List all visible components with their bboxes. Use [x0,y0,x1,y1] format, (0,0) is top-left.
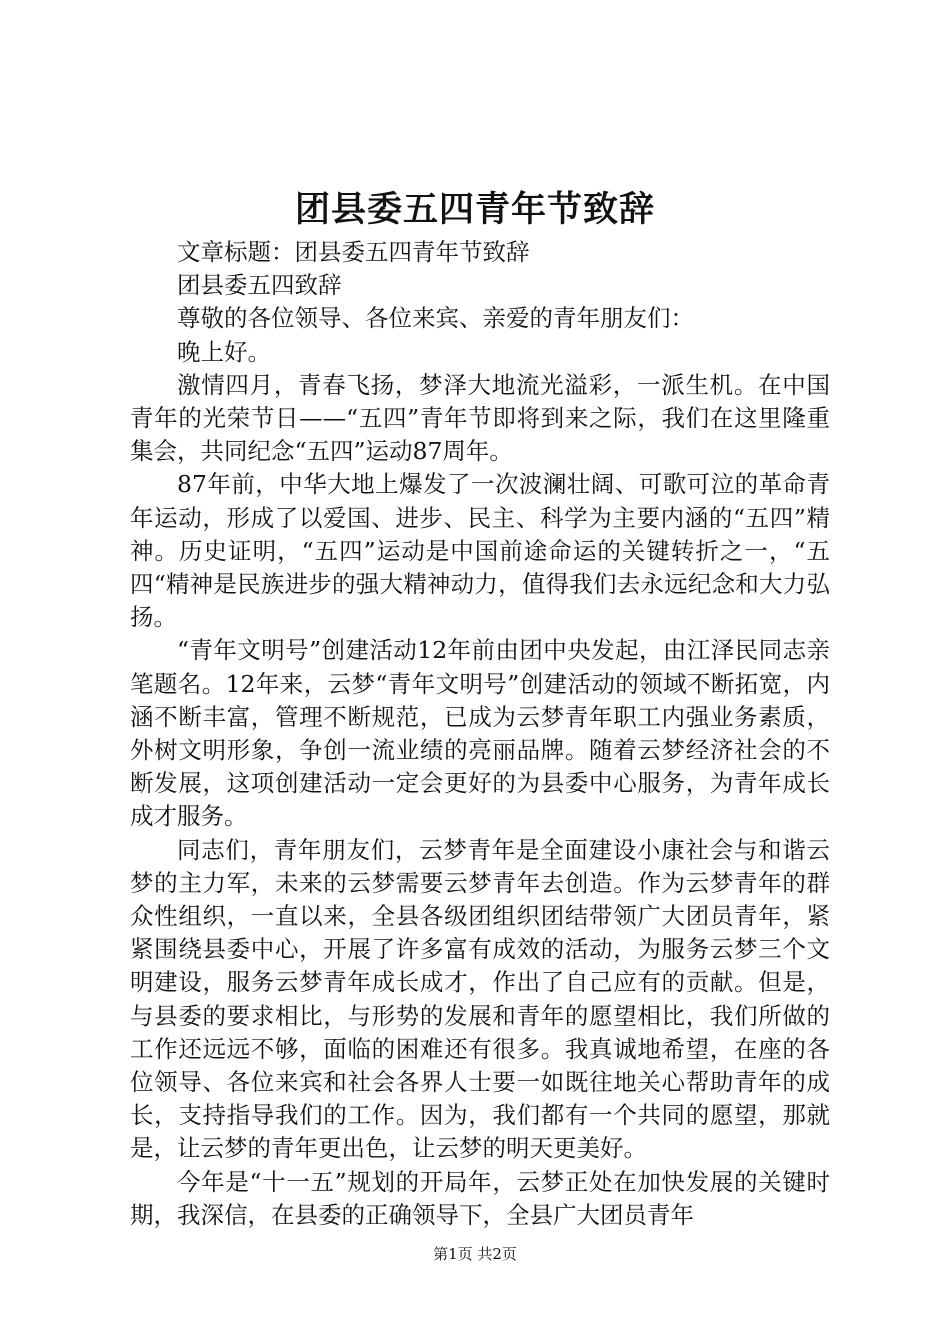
paragraph: “青年文明号”创建活动12年前由团中央发起，由江泽民同志亲笔题名。12年来，云梦“青年文明号”创建活动的领域不断拓宽，内涵不断丰富，管理不断规范，已成为云梦青年职工内强业务素质，外树文明形象，争创一流业绩的亮丽品牌。随着云梦经济社会的不断发展，这项创建活动一定会更好的为县委中心服务，为青年成长成才服务。 [130,636,830,831]
subtitle-line: 团县委五四致辞 [177,271,342,300]
paragraph: 今年是“十一五”规划的开局年，云梦正处在加快发展的关键时期，我深信，在县委的正确领导下，全县广大团员青年 [130,1167,830,1229]
document-title: 团县委五四青年节致辞 [294,189,655,230]
article-title-line: 文章标题：团县委五四青年节致辞 [177,238,530,266]
salutation: 尊敬的各位领导、各位来宾、亲爱的青年朋友们： [177,304,694,333]
greeting: 晚上好。 [177,337,271,366]
document-body [130,236,830,1232]
paragraph: 激情四月，青春飞扬，梦泽大地流光溢彩，一派生机。在中国青年的光荣节日——“五四”青年节即将到来之际，我们在这里隆重集会，共同纪念“五四”运动87周年。 [130,370,830,466]
page-number-footer: 第1页 共2页 [433,1245,517,1263]
paragraph: 同志们，青年朋友们，云梦青年是全面建设小康社会与和谐云梦的主力军，未来的云梦需要云梦青年去创造。作为云梦青年的群众性组织，一直以来，全县各级团组织团结带领广大团员青年，紧紧围绕县委中心，开展了许多富有成效的活动，为服务云梦三个文明建设，服务云梦青年成长成才，作出了自己应有的贡献。但是，与县委的要求相比，与形势的发展和青年的愿望相比，我们所做的工作还远远不够，面临的困难还有很多。我真诚地希望，在座的各位领导、各位来宾和社会各界人士要一如既往地关心帮助青年的成长，支持指导我们的工作。因为，我们都有一个共同的愿望，那就是，让云梦的青年更出色，让云梦的明天更美好。 [130,835,830,1163]
paragraph: 87年前，中华大地上爆发了一次波澜壮阔、可歌可泣的革命青年运动，形成了以爱国、进步、民主、科学为主要内涵的“五四”精神。历史证明，“五四”运动是中国前途命运的关键转折之一，“五四“精神是民族进步的强大精神动力，值得我们去永远纪念和大力弘扬。 [130,470,830,632]
